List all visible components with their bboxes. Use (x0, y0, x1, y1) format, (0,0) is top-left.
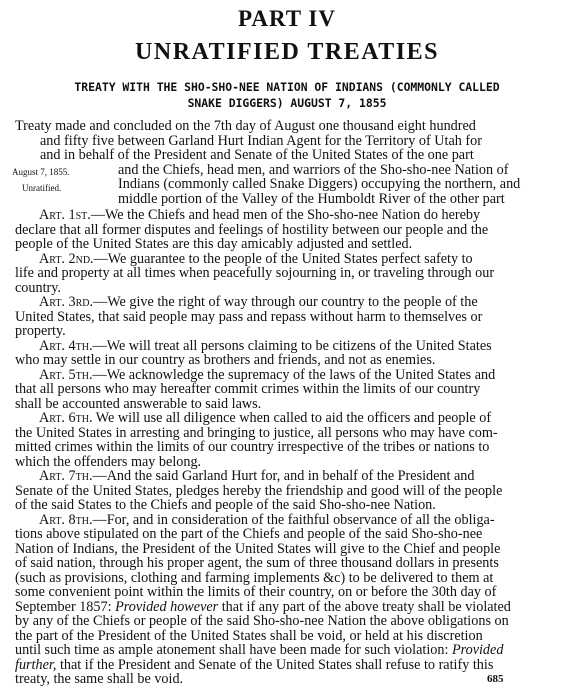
margin-note-date: August 7, 1855. (12, 167, 70, 177)
proviso-italic: further, (15, 656, 57, 673)
margin-note-status: Unratified. (22, 183, 62, 193)
article-6 (15, 411, 570, 469)
article-line (15, 469, 570, 484)
article-line (15, 411, 570, 426)
article-line: tions above stipulated on the part of the Chiefs and people of the said Sho-sho-nee (15, 526, 483, 542)
articles (15, 208, 570, 687)
article-line: which the offenders may belong. (15, 453, 202, 470)
preamble-line: and in behalf of the President and Senate of the United States of the one part (40, 147, 474, 163)
preamble-line: Indians (commonly called Snake Diggers) occupying the northern, and (118, 176, 521, 192)
article-line: Nation of Indians, the President of the United States will give to the Chief and people (15, 540, 501, 557)
treaty-title-line: SNAKE DIGGERS) AUGUST 7, 1855 (187, 96, 387, 110)
article-line: property. (15, 323, 66, 339)
preamble-line: middle portion of the Valley of the Humboldt River of the other part (118, 190, 505, 207)
article-line: some convenient point within the limits of their country, on or before the 30th day of (15, 584, 497, 600)
page-number: 685 (487, 673, 504, 685)
section-heading: UNRATIFIED TREATIES (135, 39, 439, 65)
article-label: Art. 5th. (39, 366, 93, 383)
article-label: Art. 6th. (39, 410, 93, 426)
article-8 (15, 513, 570, 687)
article-line (15, 658, 570, 673)
article-line (15, 339, 570, 354)
article-line: mitted crimes within the limits of our country irrespective of the tribes or nations to (15, 439, 490, 455)
article-text: —And the said Garland Hurt for, and in behalf of the President and (92, 468, 475, 484)
article-1 (15, 208, 570, 252)
article-2 (15, 252, 570, 296)
article-line (15, 600, 570, 615)
article-label: Art. 8th. (39, 511, 93, 528)
article-line: life and property at all times when peacefully sojourning in, or traveling through our (15, 265, 495, 281)
article-line: of the said States to the Chiefs and people of the said Sho-sho-nee Nation. (15, 497, 436, 513)
article-line: shall be accounted answerable to said laws. (15, 395, 262, 412)
article-line (15, 295, 570, 310)
article-line: declare that all former disputes and feelings of hostility between our people and the (15, 221, 489, 238)
article-text: that if the President and Senate of the United States shall refuse to ratify this (56, 656, 494, 673)
proviso-italic: Provided (451, 642, 504, 658)
part-heading: PART IV (238, 6, 336, 31)
article-line: of said nation, through his proper agent, the sum of three thousand dollars in presents (15, 555, 499, 571)
article-line: the United States in arresting and bringing to justice, all persons who may have com- (15, 424, 498, 441)
article-7 (15, 469, 570, 513)
article-line: treaty, the same shall be void. (15, 671, 184, 687)
treaty-title (12, 79, 562, 111)
article-line: (such as provisions, clothing and farming implements &c) to be delivered to them at (15, 569, 494, 586)
article-3 (15, 295, 570, 339)
article-line (15, 643, 570, 658)
article-text: —We will treat all persons claiming to be citizens of the United States (92, 337, 492, 354)
article-line (15, 252, 570, 267)
article-line (15, 208, 570, 223)
article-line: country. (15, 279, 61, 296)
article-line: Senate of the United States, pledges hereby the friendship and good will of the people (15, 482, 503, 499)
article-text: that if any part of the above treaty shall be violated (218, 598, 511, 615)
article-line: that all persons who may hereafter commit crimes within the limits of our country (15, 381, 481, 397)
article-4 (15, 339, 570, 368)
article-line (15, 513, 570, 528)
treaty-title-line: TREATY WITH THE SHO-SHO-NEE NATION OF INDIANS (COMMONLY CALLED (74, 80, 500, 94)
preamble-line: Treaty made and concluded on the 7th day of August one thousand eight hundred (15, 118, 476, 134)
article-label: Art. 4th. (39, 337, 93, 354)
article-text: —For, and in consideration of the faithful observance of all the obliga- (92, 511, 495, 528)
article-5 (15, 368, 570, 412)
article-line: who may settle in our country as brothers and friends, and not as enemies. (15, 352, 436, 368)
preamble-line: and fifty five between Garland Hurt Indian Agent for the Territory of Utah for (40, 132, 482, 149)
article-text: We will use all diligence when called to aid the officers and people of (92, 410, 492, 426)
article-label: Art. 2nd. (39, 250, 94, 267)
article-text: —We guarantee to the people of the United States perfect safety to (93, 250, 473, 267)
article-label: Art. 1st. (39, 207, 91, 223)
proviso-italic: Provided however (115, 598, 219, 615)
article-line: the part of the President of the United States shall be void, or held at his discretion (15, 627, 483, 644)
article-text: —We give the right of way through our country to the people of the (93, 294, 478, 310)
article-label: Art. 7th. (39, 468, 93, 484)
article-line: by any of the Chiefs or people of the said Sho-sho-nee Nation the above obligations on (15, 613, 509, 629)
article-line (15, 368, 570, 383)
article-text: —We acknowledge the supremacy of the laws of the United States and (92, 366, 496, 383)
article-line: United States, that said people may pass and repass without harm to themselves or (15, 308, 483, 325)
article-text: until such time as ample atonement shall have been made for such violation: (15, 642, 452, 658)
preamble (15, 119, 570, 206)
article-label: Art. 3rd. (39, 294, 94, 310)
preamble-line: and the Chiefs, head men, and warriors of the Sho-sho-nee Nation of (118, 161, 509, 178)
article-text: September 1857: (15, 598, 116, 615)
article-text: —We the Chiefs and head men of the Sho-sho-nee Nation do hereby (90, 207, 481, 223)
article-line: people of the United States are this day amicably adjusted and settled. (15, 236, 413, 252)
